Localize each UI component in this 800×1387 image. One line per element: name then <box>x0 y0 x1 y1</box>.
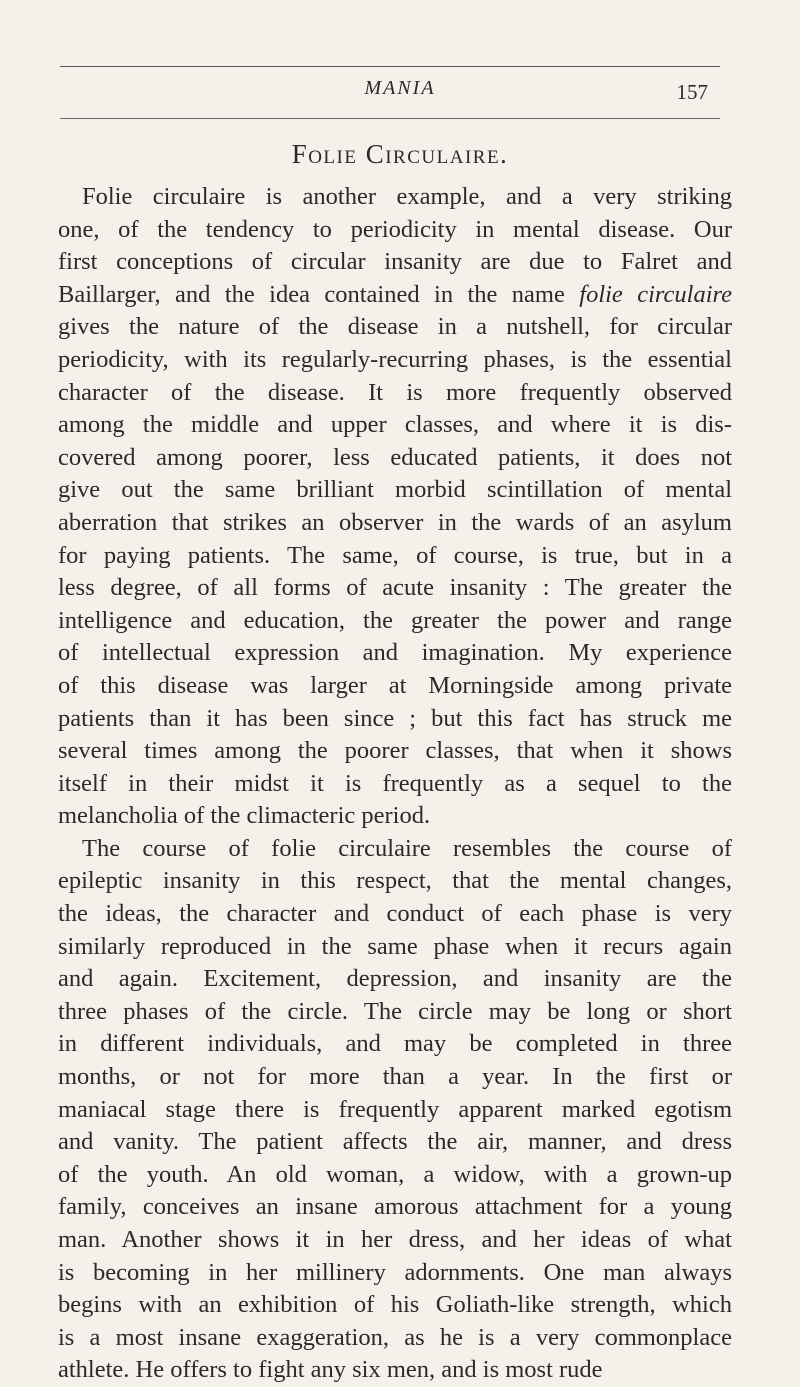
text-line <box>58 442 732 475</box>
text-line <box>58 963 732 996</box>
text-run: Baillarger, and the idea contained in the name <box>58 280 580 308</box>
header-rule-bottom <box>60 118 720 119</box>
text-run: itself in their midst it is frequently as a sequel to the <box>58 769 732 797</box>
text-line <box>58 670 732 703</box>
text-line <box>58 507 732 540</box>
text-run: several times among the poorer classes, that when it shows <box>58 737 732 765</box>
text-run: the ideas, the character and conduct of each phase is very <box>58 900 732 928</box>
section-title: Folie Circulaire. <box>291 139 509 169</box>
text-run: begins with an exhibition of his Goliath-like strength, which <box>58 1291 732 1319</box>
text-line <box>58 800 732 833</box>
text-line <box>58 735 732 768</box>
text-run: months, or not for more than a year. In the first or <box>58 1063 732 1091</box>
italic-term: folie circulaire <box>579 280 733 308</box>
text-run: give out the same brilliant morbid scintillation of mental <box>58 476 732 504</box>
text-line <box>58 1289 732 1322</box>
text-line <box>58 1126 732 1159</box>
text-line <box>58 996 732 1029</box>
text-run: covered among poorer, less educated patients, it does not <box>58 443 732 471</box>
text-line <box>58 181 732 214</box>
text-line <box>58 865 732 898</box>
text-line <box>58 1354 732 1387</box>
text-run: aberration that strikes an observer in the wards of an asylum <box>58 508 732 536</box>
text-line <box>58 898 732 931</box>
text-line <box>58 377 732 410</box>
running-head-title: MANIA <box>364 77 436 99</box>
text-line <box>58 605 732 638</box>
text-run: character of the disease. It is more frequently observed <box>58 378 732 406</box>
text-run: intelligence and education, the greater the power and range <box>58 606 732 634</box>
text-run: three phases of the circle. The circle may be long or short <box>58 997 732 1025</box>
text-line <box>58 311 732 344</box>
text-line <box>58 1224 732 1257</box>
text-run: of the youth. An old woman, a widow, with a grown-up <box>58 1160 732 1188</box>
text-run: The course of folie circulaire resembles the course of <box>82 834 732 862</box>
text-line <box>58 1159 732 1192</box>
text-line <box>58 768 732 801</box>
text-run: is a most insane exaggeration, as he is a very commonplace <box>58 1323 732 1351</box>
text-line <box>58 1191 732 1224</box>
text-line <box>58 833 732 866</box>
text-line <box>58 409 732 442</box>
text-run: is becoming in her millinery adornments. One man always <box>58 1258 732 1286</box>
body-text <box>58 181 732 1387</box>
text-run: of this disease was larger at Morningside among private <box>58 671 732 699</box>
text-run: periodicity, with its regularly-recurring phases, is the essential <box>58 345 732 373</box>
text-run: of intellectual expression and imagination. My experience <box>58 639 732 667</box>
text-run: melancholia of the climacteric period. <box>58 802 431 830</box>
text-run: athlete. He offers to fight any six men, and is most rude <box>58 1356 603 1384</box>
text-run: man. Another shows it in her dress, and her ideas of what <box>58 1226 732 1253</box>
text-run: one, of the tendency to periodicity in mental disease. Our <box>58 215 732 243</box>
text-run: gives the nature of the disease in a nutshell, for circular <box>58 313 732 341</box>
text-line <box>58 246 732 279</box>
text-run: epileptic insanity in this respect, that the mental changes, <box>58 867 732 895</box>
text-run: patients than it has been since ; but this fact has struck me <box>58 704 732 732</box>
text-run: Folie circulaire is another example, and a very striking <box>82 183 732 210</box>
header-rule-top <box>60 66 720 67</box>
text-line <box>58 1094 732 1127</box>
text-line <box>58 474 732 507</box>
text-run: for paying patients. The same, of course, is true, but in a <box>58 541 732 569</box>
text-run: maniacal stage there is frequently apparent marked egotism <box>58 1095 732 1123</box>
text-line <box>58 279 732 312</box>
text-line <box>58 344 732 377</box>
text-run: similarly reproduced in the same phase when it recurs again <box>58 932 732 960</box>
text-run: less degree, of all forms of acute insanity : The greater the <box>58 574 732 602</box>
text-run: among the middle and upper classes, and where it is dis- <box>58 411 732 439</box>
text-line <box>58 540 732 573</box>
text-run: family, conceives an insane amorous attachment for a young <box>58 1193 732 1221</box>
text-line <box>58 1061 732 1094</box>
text-run: in different individuals, and may be completed in three <box>58 1030 732 1058</box>
text-run: first conceptions of circular insanity are due to Falret and <box>58 248 732 276</box>
text-line <box>58 1257 732 1290</box>
text-run: and vanity. The patient affects the air, manner, and dress <box>58 1128 732 1156</box>
text-line <box>58 703 732 736</box>
text-run: and again. Excitement, depression, and insanity are the <box>58 965 732 993</box>
text-line <box>58 931 732 964</box>
page-number: 157 <box>676 80 708 104</box>
text-line <box>58 1322 732 1355</box>
text-line <box>58 214 732 247</box>
text-line <box>58 572 732 605</box>
text-line <box>58 637 732 670</box>
text-line <box>58 1028 732 1061</box>
